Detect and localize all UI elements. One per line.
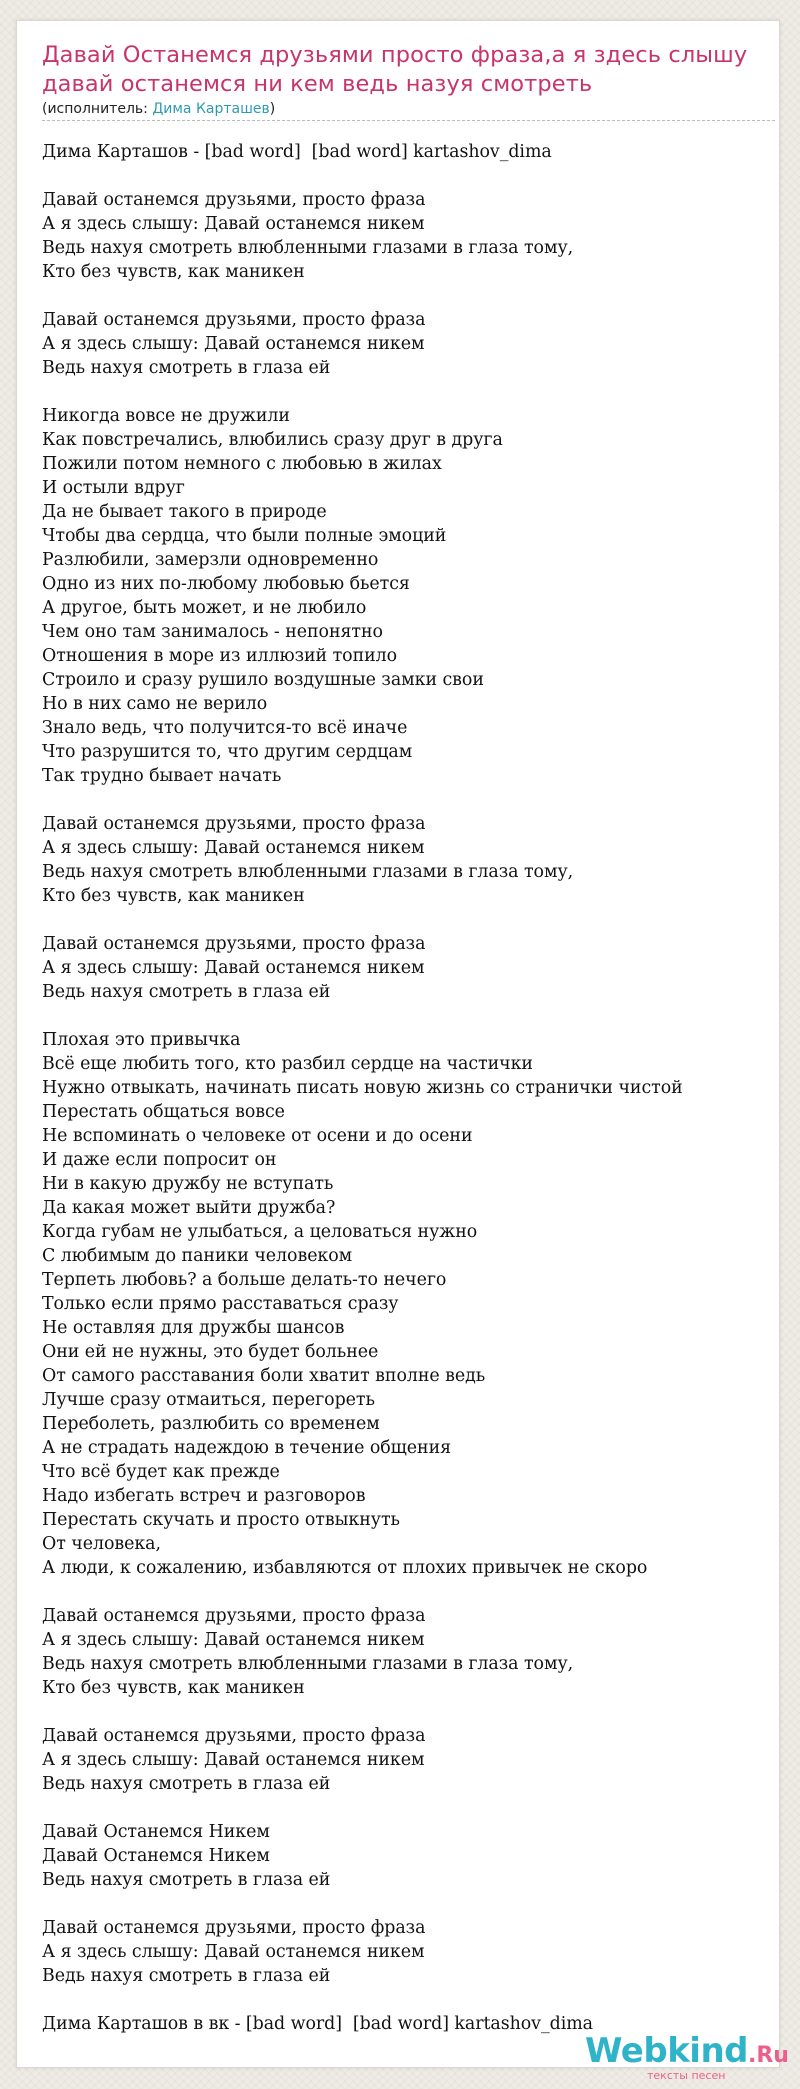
logo-tagline: тексты песен [647,2069,726,2082]
artist-suffix: ) [269,101,276,117]
lyrics-text: Дима Карташов - [bad word] [bad word] kartashov_dima Давай останемся друзьями, просто фраза А я здесь слышу: Давай останемся никем Ведь нахуя смотреть влюбленными глазами в глаза тому, Кто без чувств, как маникен Давай останемся друзьями, просто фраза А я здесь слышу: Давай останемся никем Ведь нахуя смотреть в глаза ей Никогда вовсе не дружили Как повстречались, влюбились сразу друг в друга Пожили потом немного с любовью в жилах И остыли вдруг Да не бывает такого в природе Чтобы два сердца, что были полные эмоций Разлюбили, замерзли одновременно Одно из них по-любому любовью бьется А другое, быть может, и не любило Чем оно там занималось - непонятно Отношения в море из иллюзий топило Строило и сразу рушило воздушные замки свои Но в них само не верило Знало ведь, что получится-то всё иначе Что разрушится то, что другим сердцам Так трудно бывает начать Давай останемся друзьями, просто фраза А я здесь слышу: Давай останемся никем Ведь нахуя смотреть влюбленными глазами в глаза тому, Кто без чувств, как маникен Давай останемся друзьями, просто фраза А я здесь слышу: Давай останемся никем Ведь нахуя смотреть в глаза ей Плохая это привычка Всё еще любить того, кто разбил сердце на частички Нужно отвыкать, начинать писать новую жизнь со странички чистой Перестать общаться вовсе Не вспоминать о человеке от осени и до осени И даже если попросит он Ни в какую дружбу не вступать Да какая может выйти дружба? Когда губам не улыбаться, а целоваться нужно С любимым до паники человеком Терпеть любовь? а больше делать-то нечего Только если прямо расставаться сразу Не оставляя для дружбы шансов Они ей не нужны, это будет больнее От самого расставания боли хватит вполне ведь Лучше сразу отмаиться, перегореть Переболеть, разлюбить со временем А не страдать надеждою в течение общения Что всё будет как прежде Надо избегать встреч и разговоров Перестать скучать и просто отвыкнуть От человека, А люди, к сожалению, избавляются от плохих привычек не скоро Давай останемся друзьями, просто фраза А я здесь слышу: Давай останемся никем Ведь нахуя смотреть влюбленными глазами в глаза тому, Кто без чувств, как маникен Давай останемся друзьями, просто фраза А я здесь слышу: Давай останемся никем Ведь нахуя смотреть в глаза ей Давай Останемся Никем Давай Останемся Никем Ведь нахуя смотреть в глаза ей Давай останемся друзьями, просто фраза А я здесь слышу: Давай останемся никем Ведь нахуя смотреть в глаза ей Дима Карташов в вк - [bad word] [bad word] kartashov_dima [42,142,683,2034]
dotted-divider [42,120,775,121]
artist-link[interactable]: Дима Карташев [152,101,270,117]
lyrics-card [16,20,789,2082]
site-logo[interactable] [585,2031,789,2089]
page-title: Давай Останемся друзьями просто фраза,а я здесь слышу давай останемся ни кем ведь назуя смотреть [42,42,748,97]
logo-brand-tld: .Ru [748,2043,789,2068]
artist-line [42,100,275,118]
logo-brand-name: Webkind [585,2031,748,2071]
artist-prefix: (исполнитель: [42,101,153,117]
